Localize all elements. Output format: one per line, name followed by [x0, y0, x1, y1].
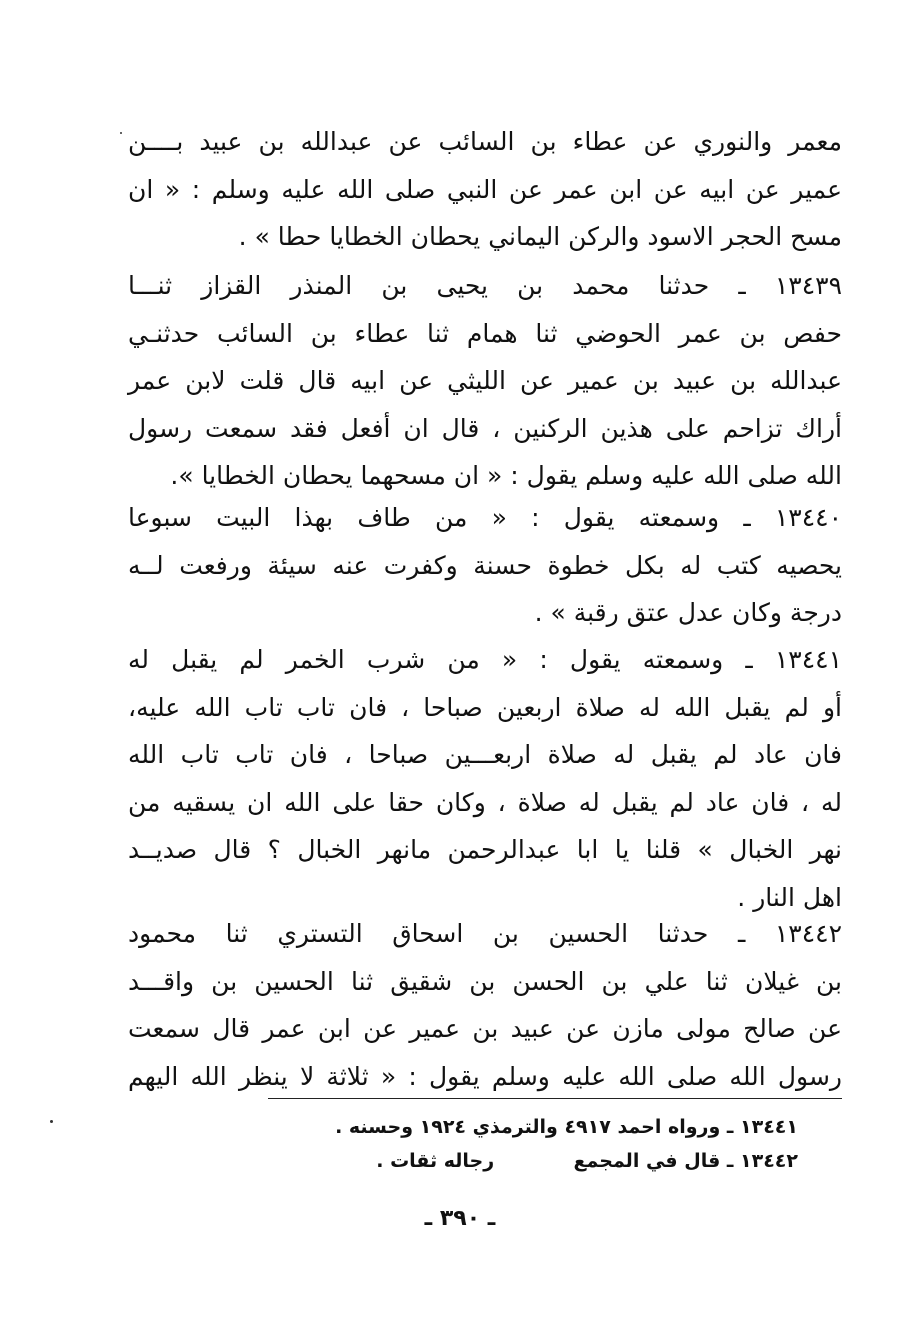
text-line: نهر الخبال » قلنا يا ابا عبدالرحمن مانهر الخبال ؟ قال صديــد: [128, 835, 842, 864]
footnote-13442: ١٣٤٤٢ ـ قال في المجمع رجاله ثقات .: [376, 1150, 798, 1172]
page-number: ـ ٣٩٠ ـ: [424, 1206, 496, 1231]
footnote-divider: [268, 1098, 842, 1099]
hadith-13441: [128, 636, 842, 921]
scan-speck: [50, 1120, 53, 1123]
text-line: حفص بن عمر الحوضي ثنا همام ثنا عطاء بن السائب حدثنـي: [128, 318, 842, 348]
text-line: الله صلى الله عليه وسلم يقول : « ان مسحهما يحطان الخطايا ».: [170, 461, 842, 490]
text-line: اهل النار .: [737, 882, 842, 912]
text-line: عن صالح مولى مازن عن عبيد بن عمير عن ابن عمر قال سمعت: [128, 1014, 842, 1043]
text-line: معمر والنوري عن عطاء بن السائب عن عبدالله بن عبيد بــــن: [128, 127, 842, 156]
hadith-13439: [128, 262, 842, 500]
text-line: مسح الحجر الاسود والركن اليماني يحطان الخطايا حطا » .: [238, 222, 842, 251]
scan-speck: [120, 132, 122, 134]
text-line: له ، فان عاد لم يقبل له صلاة ، وكان حقا على الله ان يسقيه من: [128, 787, 842, 817]
text-line: رسول الله صلى الله عليه وسلم يقول : « ثلاثة لا ينظر الله اليهم: [128, 1061, 842, 1091]
text-line: فان عاد لم يقبل له صلاة اربعـــين صباحا ، فان تاب تاب الله: [128, 740, 842, 769]
text-line: عبدالله بن عبيد بن عمير عن الليثي عن ابيه قال قلت لابن عمر: [128, 366, 842, 395]
hadith-13442: [128, 910, 842, 1100]
text-line: ١٣٤٤١ ـ وسمعته يقول : « من شرب الخمر لم يقبل له: [128, 645, 842, 674]
hadith-13440: [128, 494, 842, 637]
hadith-passage-continuation: [128, 118, 842, 261]
text-line: أراك تزاحم على هذين الركنين ، قال ان أفعل فقد سمعت رسول: [128, 413, 842, 443]
text-line: ١٣٤٤٢ ـ حدثنا الحسين بن اسحاق التستري ثنا محمود: [128, 919, 842, 948]
text-line: عمير عن ابيه عن ابن عمر عن النبي صلى الله عليه وسلم : « ان: [128, 174, 842, 204]
footnote-13441: ١٣٤٤١ ـ ورواه احمد ٤٩١٧ والترمذي ١٩٢٤ وحسنه .: [335, 1116, 798, 1138]
text-line: ١٣٤٤٠ ـ وسمعته يقول : « من طاف بهذا البيت سبوعا: [128, 503, 842, 532]
text-line: أو لم يقبل الله له صلاة اربعين صباحا ، فان تاب تاب الله عليه،: [128, 692, 842, 722]
text-line: بن غيلان ثنا علي بن الحسن بن شقيق ثنا الحسين بن واقـــد: [128, 966, 842, 996]
text-line: يحصيه كتب له بكل خطوة حسنة وكفرت عنه سيئة ورفعت لــه: [128, 550, 842, 580]
footnotes: [268, 1110, 798, 1178]
text-line: درجة وكان عدل عتق رقبة » .: [534, 598, 842, 627]
text-line: ١٣٤٣٩ ـ حدثنا محمد بن يحيى بن المنذر القزاز ثنـــا: [128, 271, 842, 300]
